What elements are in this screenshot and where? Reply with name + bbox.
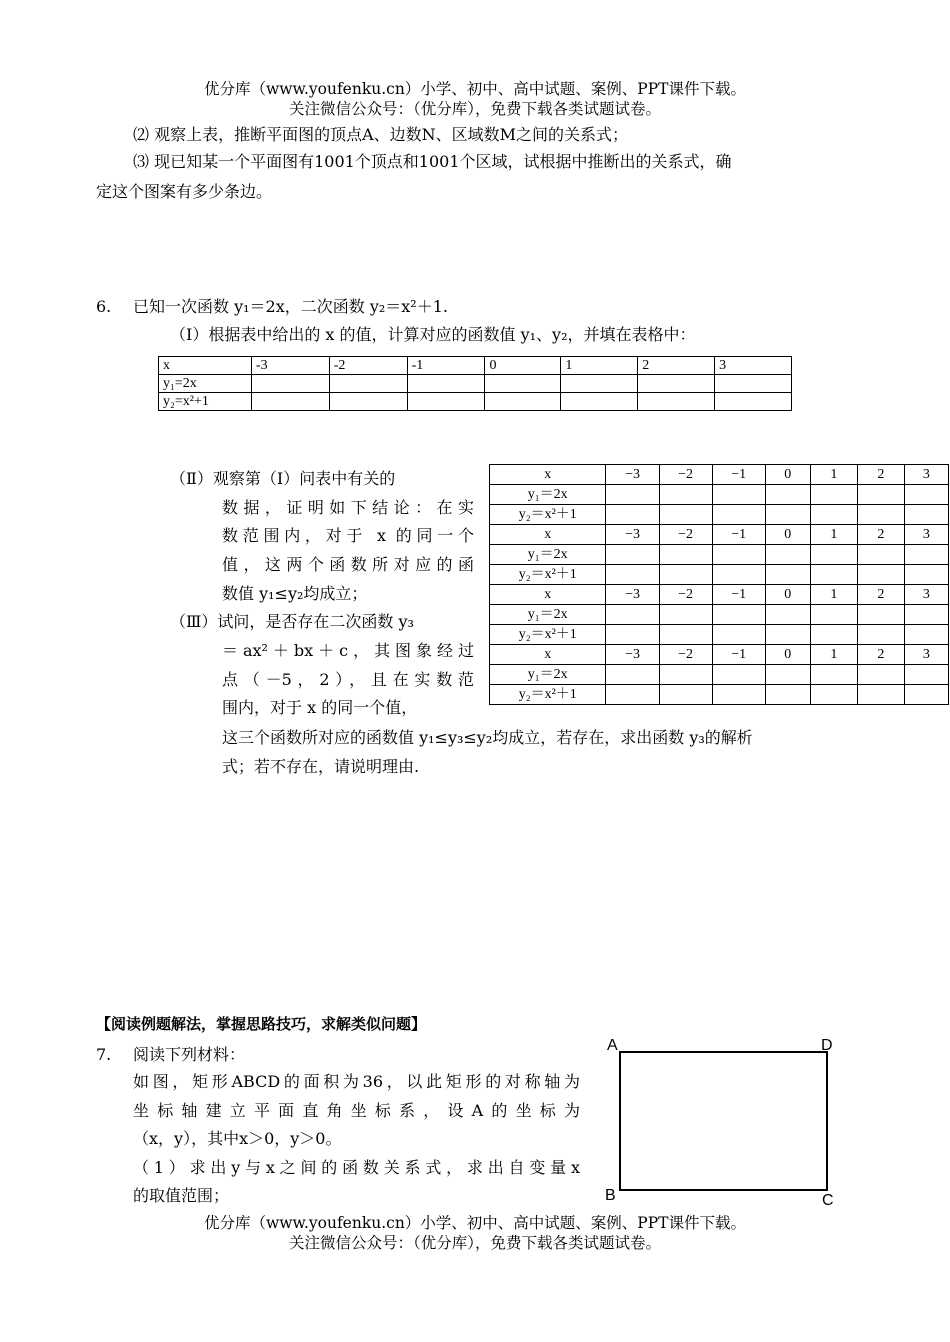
table-cell-empty[interactable] [857,485,904,505]
table-cell-empty[interactable] [904,605,948,625]
table-cell-empty[interactable] [904,665,948,685]
table-cell: 2 [857,645,904,665]
table-cell-empty[interactable] [857,625,904,645]
table-cell-empty[interactable] [659,505,712,525]
table-cell-empty[interactable] [712,605,765,625]
table-cell: x [159,357,252,375]
table-cell-empty[interactable] [659,545,712,565]
table-cell-empty[interactable] [606,665,659,685]
q5-part3-line1: ⑶ 现已知某一个平面图有1001个顶点和1001个区域，试根据中推断出的关系式，确 [133,152,732,171]
table-cell: 2 [857,585,904,605]
table-cell-empty[interactable] [407,393,485,411]
table2-y1-row [490,665,949,685]
q6-number: 6. [96,297,112,316]
table-cell-empty[interactable] [715,375,792,393]
table-cell-empty[interactable] [329,393,407,411]
table-cell: 0 [765,585,810,605]
q7-line5: 的取值范围； [133,1186,230,1205]
q7-intro: 阅读下列材料： [133,1045,246,1064]
table-cell: 3 [904,585,948,605]
table2-x-row [490,465,949,485]
table-cell: 2 [638,357,715,375]
table2-y2-row [490,625,949,645]
table2-y2-row [490,565,949,585]
q6-part3-tail1: 这三个函数所对应的函数值 y₁≤y₃≤y₂均成立，若存在，求出函数 y₃的解析 [222,728,753,747]
q7-line4: （1）求出y与x之间的函数关系式，求出自变量x [133,1158,580,1177]
table-cell: −3 [606,645,659,665]
q7-number: 7. [96,1045,112,1064]
table-cell-empty[interactable] [485,393,561,411]
q6-stem: 已知一次函数 y₁＝2x，二次函数 y₂＝x²＋1. [133,297,448,316]
table-cell: 0 [485,357,561,375]
table-row-label: x [490,465,606,485]
table-cell-empty[interactable] [712,625,765,645]
table-cell: 3 [904,465,948,485]
q7-line2: 坐标轴建立平面直角坐标系，设A的坐标为 [133,1101,580,1120]
table-cell-empty[interactable] [712,665,765,685]
table-cell-empty[interactable] [810,625,857,645]
table-cell: 0 [765,465,810,485]
table-cell-empty[interactable] [251,393,329,411]
q6-part3-line3: 点（－5，2），且在实数范 [222,670,474,689]
table-cell: 3 [904,645,948,665]
table-cell-empty[interactable] [810,485,857,505]
table-row-label: y₁=2x [159,375,252,393]
table-cell: −3 [606,465,659,485]
table-cell-empty[interactable] [857,505,904,525]
table-cell-empty[interactable] [407,375,485,393]
table-cell-empty[interactable] [765,625,810,645]
table-cell: 3 [904,525,948,545]
table-row-label: y₂＝x²＋1 [490,625,606,645]
table-cell: 1 [810,585,857,605]
table-cell: -3 [251,357,329,375]
table2-x-row [490,585,949,605]
table-cell: -2 [329,357,407,375]
table-cell-empty[interactable] [606,625,659,645]
footer-line-1: 优分库（www.youfenku.cn）小学、初中、高中试题、案例、PPT课件下载。 [203,1214,747,1232]
table-cell-empty[interactable] [904,625,948,645]
table-cell: −3 [606,525,659,545]
table2-x-row [490,525,949,545]
table-cell: −2 [659,645,712,665]
table-cell-empty[interactable] [857,565,904,585]
table-row-label: x [490,585,606,605]
label-b: B [605,1187,616,1204]
table-cell-empty[interactable] [904,565,948,585]
table-cell-empty[interactable] [606,505,659,525]
q5-part3-line2: 定这个图案有多少条边。 [96,182,273,201]
q6-part2-line3: 数范围内，对于 x 的同一个 [222,526,474,545]
table-cell-empty[interactable] [606,545,659,565]
table2-y1-row [490,545,949,565]
table-cell: 1 [561,357,638,375]
table-cell: −2 [659,585,712,605]
table-row-label: y₂＝x²＋1 [490,505,606,525]
q6-part3-line1: （Ⅲ）试问，是否存在二次函数 y₃ [170,612,414,631]
section-title: 【阅读例题解法，掌握思路技巧，求解类似问题】 [96,1015,427,1033]
q5-part2: ⑵ 观察上表，推断平面图的顶点A、边数N、区域数M之间的关系式； [133,125,629,144]
table-cell-empty[interactable] [857,665,904,685]
table-cell-empty[interactable] [659,605,712,625]
table-cell-empty[interactable] [765,685,810,705]
table-cell-empty[interactable] [765,505,810,525]
table-cell-empty[interactable] [765,545,810,565]
table-cell-empty[interactable] [857,685,904,705]
table-row-label: y₂＝x²＋1 [490,685,606,705]
table-cell-empty[interactable] [712,545,765,565]
footer-line-2: 关注微信公众号：（优分库），免费下载各类试题试卷。 [288,1234,661,1252]
table-cell: −1 [712,585,765,605]
q6-part2-line2: 数据，证明如下结论：在实 [222,498,474,517]
table-cell-empty[interactable] [659,625,712,645]
table-cell-empty[interactable] [765,665,810,685]
table-cell-empty[interactable] [561,393,638,411]
q6-part2-line1: （Ⅱ）观察第（Ⅰ）问表中有关的 [170,469,396,488]
table-cell-empty[interactable] [659,685,712,705]
table-row-label: y₁＝2x [490,605,606,625]
table-cell-empty[interactable] [904,505,948,525]
header-line-2: 关注微信公众号：（优分库），免费下载各类试题试卷。 [288,100,661,118]
label-c: C [822,1192,834,1208]
table-cell: 1 [810,645,857,665]
table-cell-empty[interactable] [712,685,765,705]
table-cell: −2 [659,465,712,485]
table-cell-empty[interactable] [904,545,948,565]
table-cell-empty[interactable] [857,545,904,565]
label-a: A [607,1037,618,1054]
table-row-label: y₂＝x²＋1 [490,565,606,585]
table-row-label: y₁＝2x [490,665,606,685]
table-cell: -1 [407,357,485,375]
table-cell-empty[interactable] [765,485,810,505]
q6-part1: （Ⅰ）根据表中给出的 x 的值，计算对应的函数值 y₁、y₂，并填在表格中： [170,325,696,344]
table-cell-empty[interactable] [765,605,810,625]
table-cell: −1 [712,645,765,665]
table2-y2-row [490,685,949,705]
table-cell-empty[interactable] [606,685,659,705]
table-cell-empty[interactable] [606,485,659,505]
table-cell: −3 [606,585,659,605]
table-cell-empty[interactable] [638,375,715,393]
table-row-label: y₁＝2x [490,545,606,565]
table-cell: −1 [712,525,765,545]
table-cell: 2 [857,525,904,545]
table-cell-empty[interactable] [810,505,857,525]
table-cell: 1 [810,525,857,545]
table-cell-empty[interactable] [810,665,857,685]
table-cell-empty[interactable] [251,375,329,393]
table-cell-empty[interactable] [810,605,857,625]
table-cell-empty[interactable] [329,375,407,393]
table-row-label: x [490,525,606,545]
table-row-label: y₂=x²+1 [159,393,252,411]
table-cell: 2 [857,465,904,485]
table-cell: −2 [659,525,712,545]
table-cell-empty[interactable] [606,605,659,625]
q7-line1: 如图，矩形ABCD的面积为36，以此矩形的对称轴为 [133,1072,580,1091]
q6-table2 [489,464,949,705]
q6-part3-tail2: 式；若不存在，请说明理由. [222,757,420,776]
header-line-1: 优分库（www.youfenku.cn）小学、初中、高中试题、案例、PPT课件下载。 [203,80,747,98]
q6-part3-line4: 围内，对于 x 的同一个值， [222,698,418,717]
table-row-label: y₁＝2x [490,485,606,505]
table2-x-row [490,645,949,665]
table2-y1-row [490,605,949,625]
table-cell-empty[interactable] [857,605,904,625]
table-cell: 1 [810,465,857,485]
table-cell: −1 [712,465,765,485]
table-cell-empty[interactable] [638,393,715,411]
table-cell-empty[interactable] [765,565,810,585]
q6-part3-line2: ＝ax²＋bx＋c，其图象经过 [222,641,474,660]
table-cell-empty[interactable] [715,393,792,411]
table-cell-empty[interactable] [712,505,765,525]
q6-part2-line4: 值，这两个函数所对应的函 [222,555,474,574]
table-cell-empty[interactable] [904,685,948,705]
table-cell-empty[interactable] [904,485,948,505]
q6-part2-line5: 数值 y₁≤y₂均成立； [222,584,368,603]
table-cell-empty[interactable] [659,665,712,685]
table-cell-empty[interactable] [810,565,857,585]
table-cell-empty[interactable] [810,685,857,705]
table-cell-empty[interactable] [659,485,712,505]
table2-y1-row [490,485,949,505]
table1-header-row [159,357,792,375]
table1-row-y1 [159,375,792,393]
q7-line3: （x，y），其中x＞0，y＞0。 [133,1129,342,1148]
table-cell: 3 [715,357,792,375]
table-cell-empty[interactable] [712,485,765,505]
q6-table1 [158,356,792,411]
table1-row-y2 [159,393,792,411]
table-cell-empty[interactable] [659,565,712,585]
table-cell-empty[interactable] [485,375,561,393]
table-cell-empty[interactable] [606,565,659,585]
label-d: D [821,1037,833,1054]
table-cell: 0 [765,525,810,545]
table-cell: 0 [765,645,810,665]
table-cell-empty[interactable] [561,375,638,393]
table2-y2-row [490,505,949,525]
table-row-label: x [490,645,606,665]
table-cell-empty[interactable] [810,545,857,565]
table-cell-empty[interactable] [712,565,765,585]
rectangle-figure [600,1033,845,1208]
rectangle-abcd [620,1052,827,1190]
